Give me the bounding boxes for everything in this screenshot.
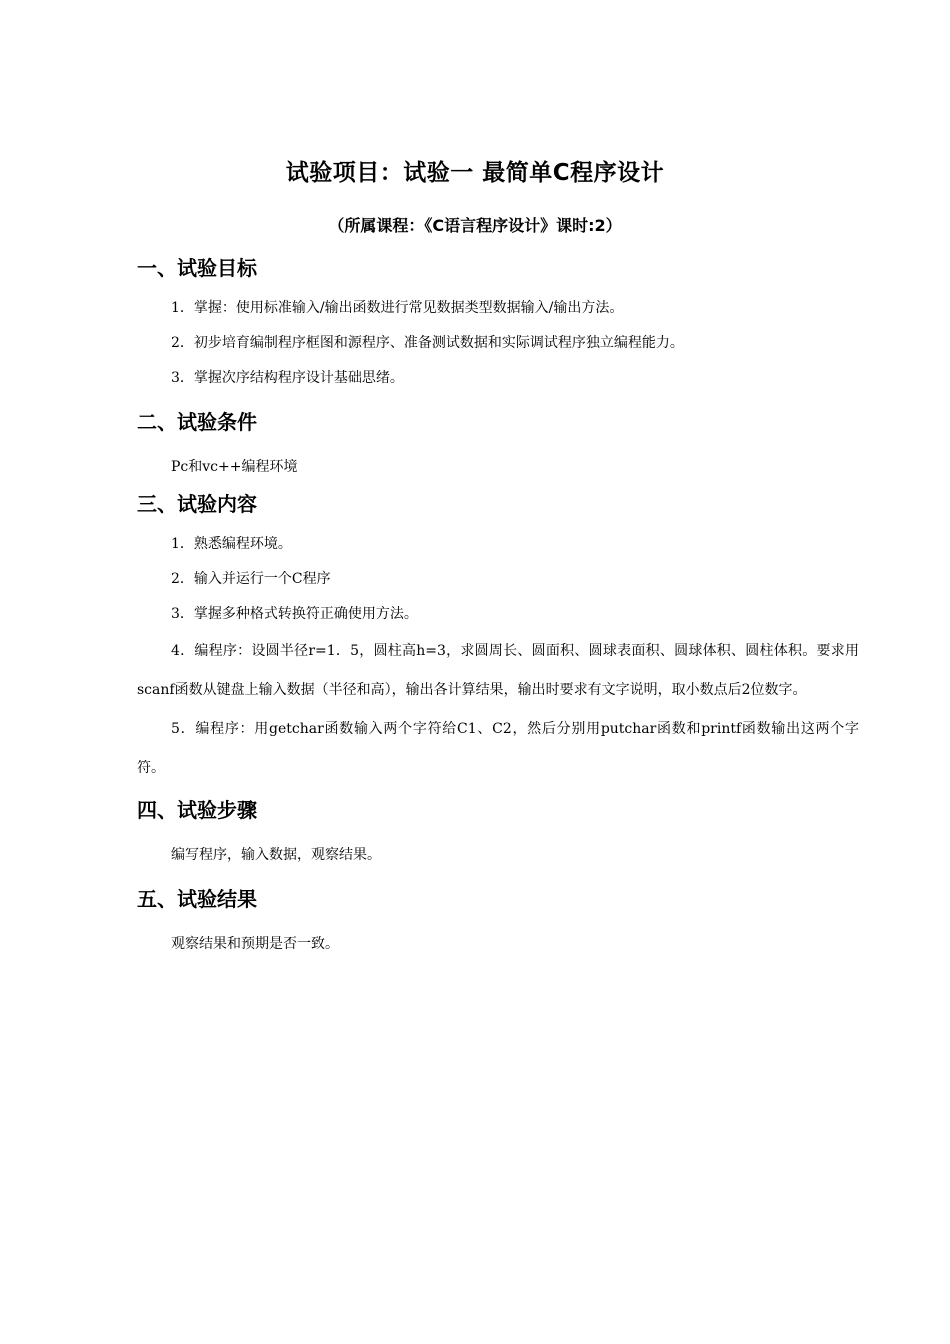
list-item: 2．输入并运行一个C程序 — [171, 571, 331, 587]
list-item: 1．熟悉编程环境。 — [171, 536, 292, 552]
objectives-list — [137, 291, 859, 396]
section-heading: 二、试验条件 — [137, 410, 257, 434]
section-heading: 三、试验内容 — [137, 492, 257, 516]
list-item: 1．掌握：使用标准输入/输出函数进行常见数据类型数据输入/输出方法。 — [171, 300, 624, 316]
section-heading: 四、试验步骤 — [137, 798, 257, 822]
section-results — [137, 885, 859, 955]
section-heading: 一、试验目标 — [137, 256, 257, 280]
section-steps — [137, 796, 859, 866]
section-content — [137, 490, 859, 788]
course-info: （所属课程：《C语言程序设计》课时:2） — [328, 216, 622, 235]
section-text: 观察结果和预期是否一致。 — [171, 936, 339, 952]
section-objectives — [137, 254, 859, 396]
list-item: 5．编程序：用getchar函数输入两个字符给C1、C2，然后分别用putchar函数和printf函数输出这两个字符。 — [137, 721, 859, 776]
section-heading: 五、试验结果 — [137, 887, 257, 911]
section-conditions — [137, 408, 859, 478]
list-item: 3．掌握次序结构程序设计基础思绪。 — [171, 370, 404, 386]
section-text: Pc和vc++编程环境 — [171, 459, 298, 475]
document-body — [137, 254, 859, 955]
document-title: 试验项目：试验一 最简单C程序设计 — [285, 160, 665, 186]
list-item: 2．初步培育编制程序框图和源程序、准备测试数据和实际调试程序独立编程能力。 — [171, 335, 684, 351]
list-item: 3．掌握多种格式转换符正确使用方法。 — [171, 606, 418, 622]
list-item: 4．编程序：设圆半径r=1．5，圆柱高h=3，求圆周长、圆面积、圆球表面积、圆球体积、圆柱体积。要求用scanf函数从键盘上输入数据（半径和高），输出各计算结果，输出时要求有文字说明，取小数点后2位数字。 — [137, 643, 859, 698]
section-text: 编写程序，输入数据，观察结果。 — [171, 847, 381, 863]
content-list — [137, 527, 859, 788]
